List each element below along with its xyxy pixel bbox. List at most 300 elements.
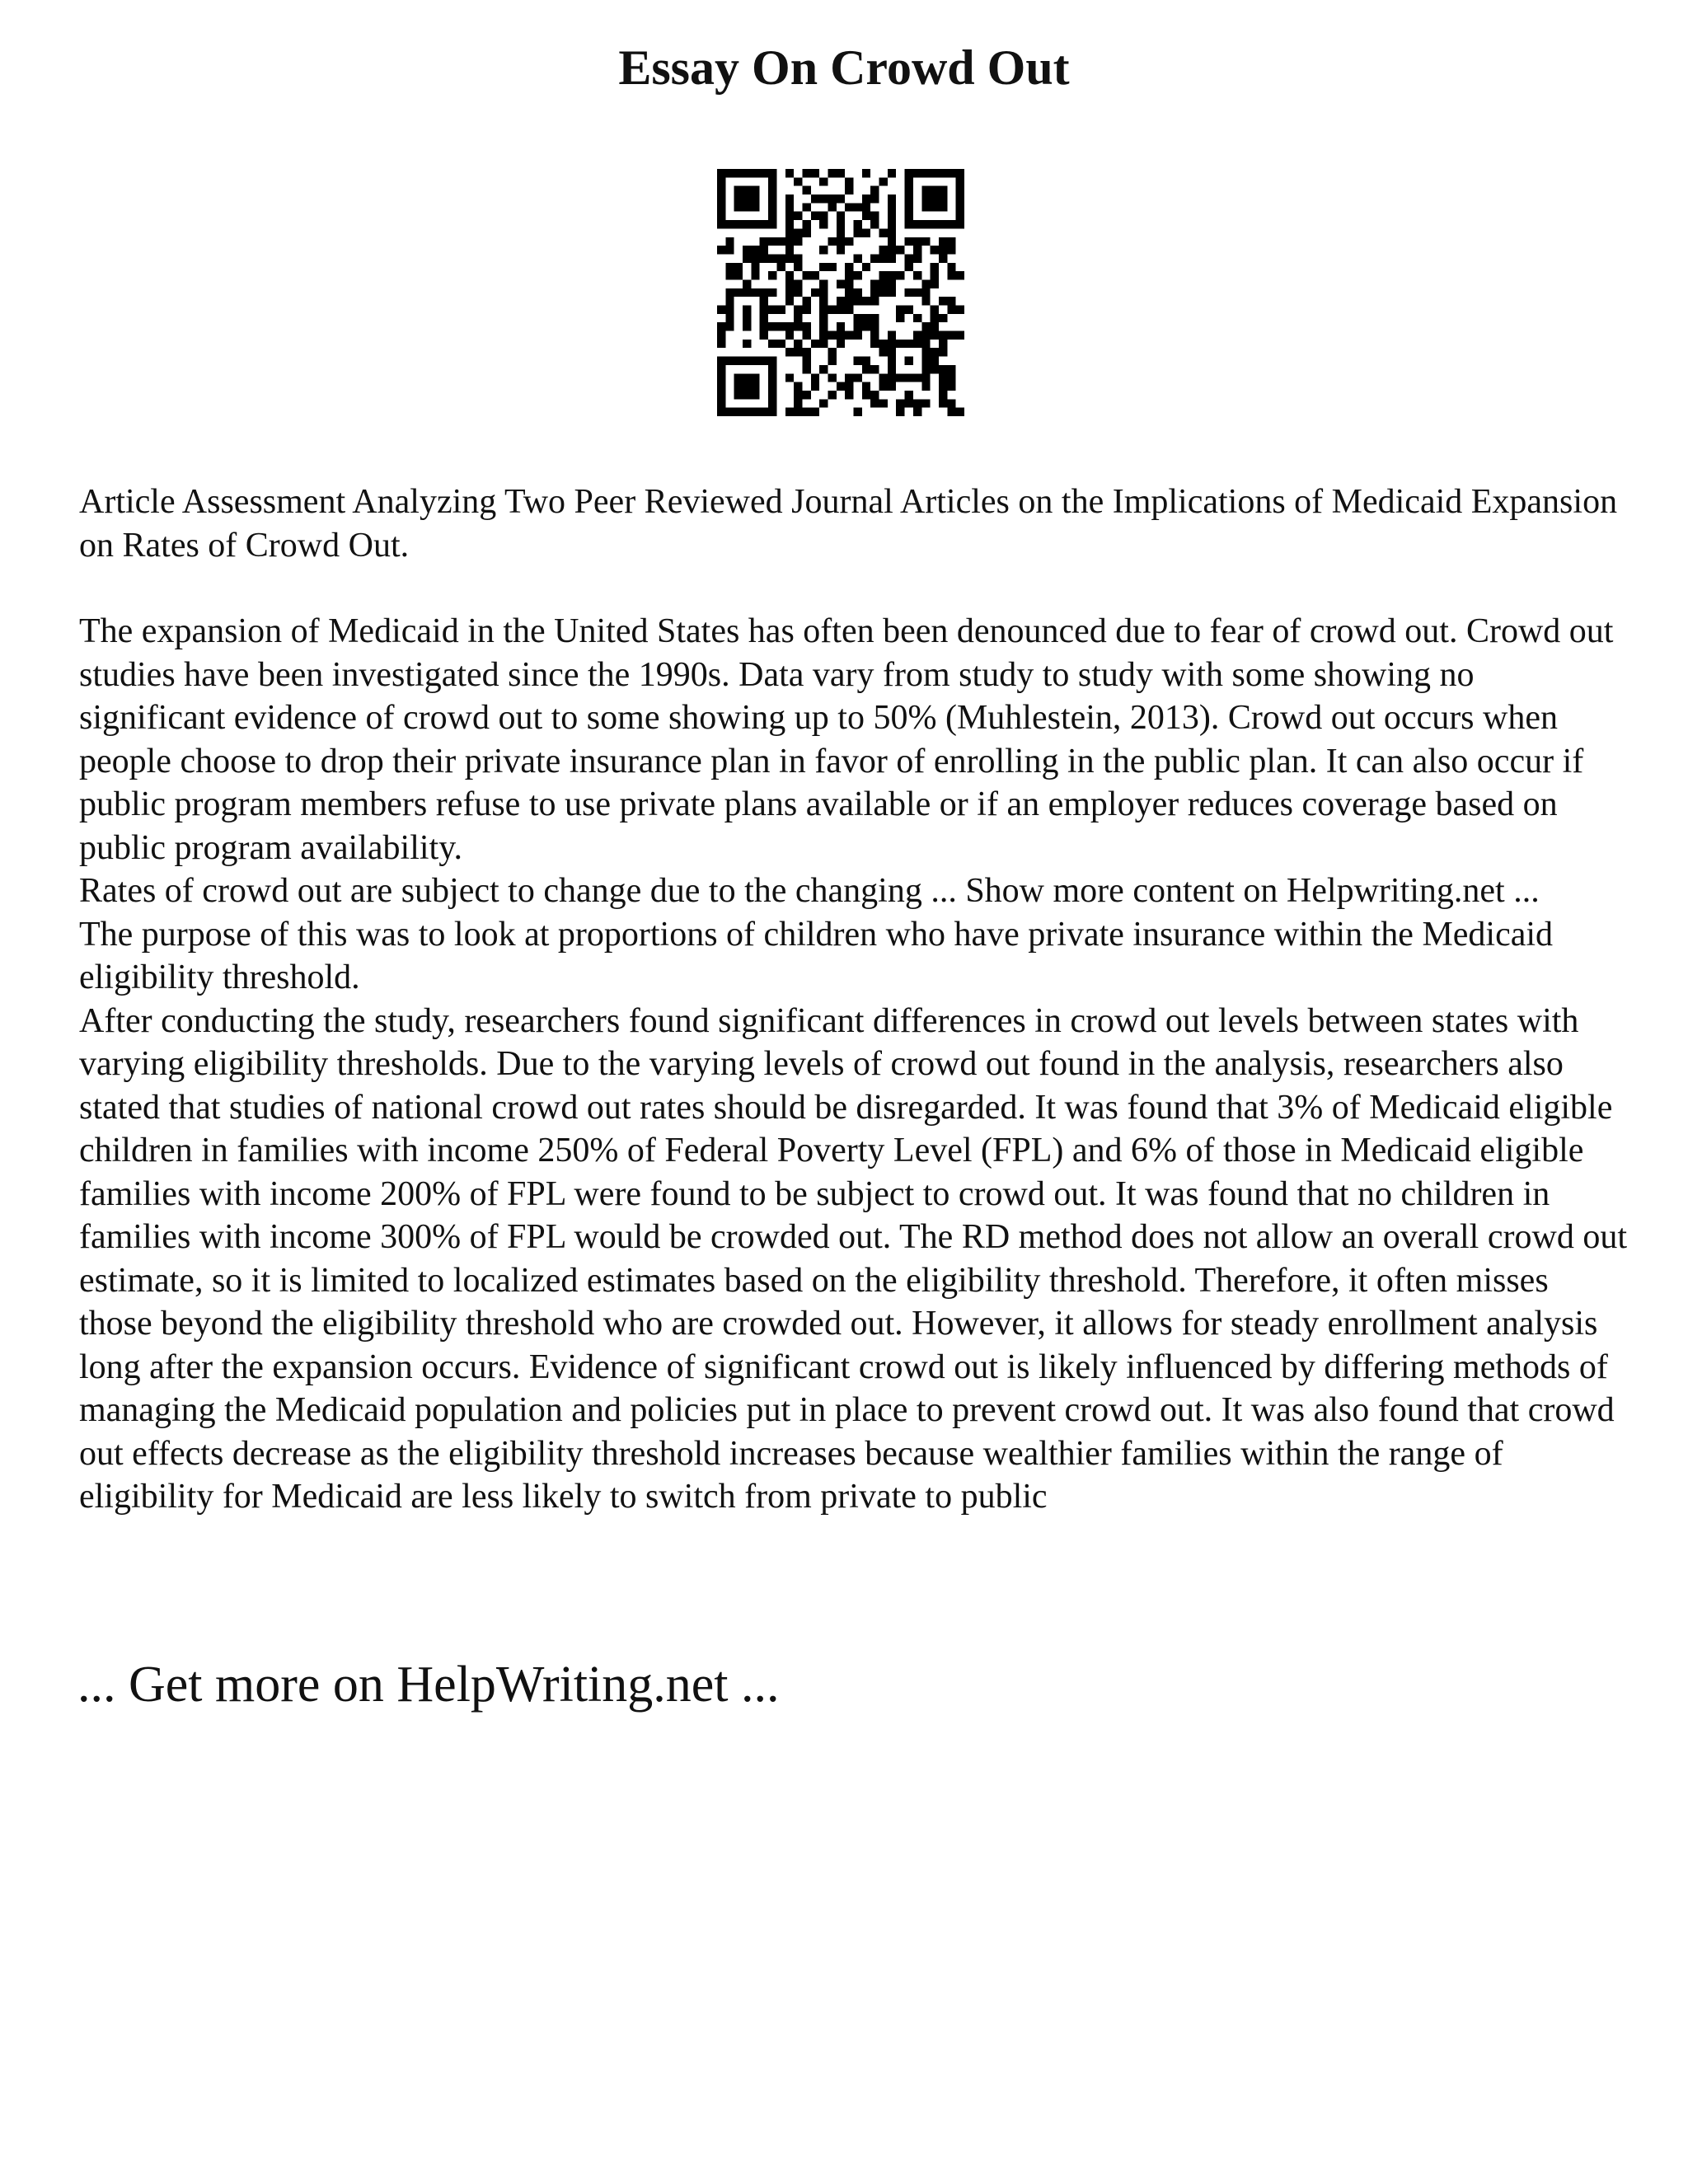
qr-module [819,322,828,330]
qr-module [913,340,921,348]
qr-module [837,194,845,203]
qr-module [939,254,947,262]
qr-module [939,194,947,203]
qr-module [743,314,751,322]
qr-module [939,297,947,305]
qr-module [811,194,819,203]
qr-module [743,373,751,382]
qr-module [760,220,768,228]
qr-module [956,177,964,185]
qr-module [725,169,734,177]
qr-module [939,169,947,177]
qr-module [854,357,862,365]
qr-module [888,288,896,297]
qr-module [879,254,888,262]
qr-module [794,237,802,246]
qr-module [776,263,785,271]
qr-module [870,254,879,262]
qr-module [802,322,810,330]
qr-module [947,237,955,246]
qr-module [751,408,759,416]
qr-module [725,263,734,271]
qr-module [768,382,776,391]
qr-module [947,297,955,305]
qr-module [743,169,751,177]
qr-module [905,220,913,228]
qr-module [837,169,845,177]
qr-module [717,365,725,373]
qr-module [921,373,930,382]
qr-module [862,382,870,391]
qr-module [921,169,930,177]
qr-module [768,212,776,220]
qr-module [879,399,888,407]
qr-module [939,220,947,228]
qr-module [870,399,879,407]
qr-module [717,177,725,185]
qr-module [811,212,819,220]
qr-module [717,186,725,194]
qr-module [888,365,896,373]
qr-module [819,177,828,185]
qr-module [845,288,853,297]
qr-module [896,314,904,322]
qr-module [931,246,939,254]
qr-module [845,373,853,382]
qr-module [896,340,904,348]
qr-module [845,391,853,399]
qr-module [725,246,734,254]
qr-module [956,169,964,177]
qr-module [760,288,768,297]
qr-module [888,237,896,246]
qr-module [734,169,743,177]
qr-module [768,322,776,330]
qr-module [743,254,751,262]
qr-module [854,220,862,228]
qr-module [811,373,819,382]
qr-module [760,246,768,254]
qr-module [845,382,853,391]
qr-module [862,365,870,373]
qr-module [794,348,802,356]
qr-module [743,220,751,228]
qr-module [768,408,776,416]
qr-module [888,373,896,382]
qr-module [905,203,913,211]
qr-module [811,169,819,177]
qr-module [725,408,734,416]
qr-module [947,382,955,391]
qr-module [802,220,810,228]
qr-module [888,228,896,237]
qr-module [862,228,870,237]
qr-module [717,408,725,416]
qr-module [905,194,913,203]
qr-module [734,263,743,271]
qr-module [921,194,930,203]
qr-module [768,357,776,365]
qr-module [888,220,896,228]
qr-module [734,288,743,297]
qr-module [947,220,955,228]
qr-module [743,382,751,391]
qr-module [931,271,939,279]
qr-module [879,382,888,391]
qr-module [913,314,921,322]
qr-module [837,297,845,305]
qr-module [921,186,930,194]
qr-module [913,254,921,262]
qr-module [921,348,930,356]
qr-module [776,306,785,314]
qr-module [819,331,828,340]
qr-module [794,382,802,391]
qr-module [819,212,828,220]
qr-module [717,382,725,391]
qr-module [947,263,955,271]
qr-module [794,254,802,262]
qr-module [879,340,888,348]
qr-module [828,331,836,340]
qr-module [717,220,725,228]
qr-module [939,246,947,254]
qr-module [939,348,947,356]
qr-module [717,194,725,203]
qr-module [802,169,810,177]
qr-module [905,399,913,407]
qr-module [802,391,810,399]
qr-module [717,373,725,382]
qr-module [828,348,836,356]
qr-module [939,203,947,211]
qr-module [879,246,888,254]
qr-module [785,220,794,228]
qr-module [776,322,785,330]
qr-module [854,373,862,382]
qr-module [743,203,751,211]
qr-module [802,271,810,279]
qr-module [819,340,828,348]
qr-module [819,365,828,373]
qr-module [802,357,810,365]
qr-module [837,237,845,246]
qr-module [888,203,896,211]
qr-module [921,322,930,330]
qr-module [845,203,853,211]
qr-module [939,237,947,246]
qr-module [905,357,913,365]
qr-module [734,271,743,279]
qr-module [802,408,810,416]
qr-module [734,382,743,391]
qr-module [819,279,828,288]
qr-module [794,177,802,185]
qr-module [743,186,751,194]
qr-module [870,279,879,288]
qr-module [768,194,776,203]
qr-module [854,314,862,322]
qr-module [743,357,751,365]
qr-module [862,169,870,177]
qr-module [785,246,794,254]
qr-module [939,391,947,399]
qr-module [828,391,836,399]
qr-module [845,297,853,305]
qr-module [905,212,913,220]
qr-module [768,365,776,373]
qr-module [743,391,751,399]
qr-module [870,288,879,297]
qr-module [862,212,870,220]
qr-module [768,177,776,185]
qr-module [725,314,734,322]
qr-module [828,203,836,211]
qr-module [888,348,896,356]
qr-module [811,340,819,348]
qr-module [870,194,879,203]
qr-module [870,220,879,228]
qr-module [734,408,743,416]
qr-module [828,194,836,203]
qr-module [802,331,810,340]
qr-module [931,357,939,365]
get-more-link[interactable]: ... Get more on HelpWriting.net ... [77,1657,780,1713]
qr-module [947,408,955,416]
qr-module [794,399,802,407]
qr-module [768,169,776,177]
qr-module [785,373,794,382]
qr-module [913,169,921,177]
qr-module [802,203,810,211]
qr-module [862,203,870,211]
qr-module [717,322,725,330]
qr-module [896,271,904,279]
qr-module [879,177,888,185]
qr-module [931,348,939,356]
qr-module [862,297,870,305]
qr-module [939,340,947,348]
qr-module [717,331,725,340]
qr-module [751,357,759,365]
paragraph-2: Rates of crowd out are subject to change due to the changing ... Show more content on Helpwriting.net ... [79,872,1540,910]
qr-module [845,271,853,279]
qr-module [811,288,819,297]
qr-module [913,373,921,382]
qr-module [743,288,751,297]
qr-module [768,186,776,194]
qr-module [939,365,947,373]
qr-module [905,306,913,314]
qr-module [905,254,913,262]
qr-module [956,271,964,279]
qr-module [837,322,845,330]
qr-module [760,357,768,365]
qr-module [879,288,888,297]
qr-module [785,297,794,305]
qr-module [734,203,743,211]
qr-module [845,306,853,314]
qr-module [921,279,930,288]
qr-module [931,203,939,211]
qr-module [854,408,862,416]
qr-module [862,194,870,203]
qr-module [931,194,939,203]
qr-module [837,340,845,348]
qr-module [819,288,828,297]
qr-module [888,169,896,177]
qr-module [751,271,759,279]
qr-module [751,263,759,271]
qr-module [905,288,913,297]
qr-module [785,228,794,237]
qr-module [802,365,810,373]
qr-module [931,331,939,340]
qr-module [751,246,759,254]
qr-module [956,408,964,416]
qr-module [888,279,896,288]
qr-module [802,228,810,237]
qr-module [854,254,862,262]
qr-module [743,246,751,254]
qr-module [717,391,725,399]
qr-module [845,279,853,288]
qr-module [768,203,776,211]
qr-module [785,194,794,203]
qr-module [913,271,921,279]
qr-module [931,220,939,228]
qr-module [768,391,776,399]
qr-module [956,186,964,194]
qr-module [888,382,896,391]
qr-module [956,203,964,211]
qr-module [802,297,810,305]
qr-module [939,314,947,322]
qr-module [931,263,939,271]
qr-module [819,220,828,228]
qr-module [956,212,964,220]
qr-module [794,322,802,330]
qr-module [870,297,879,305]
qr-module [956,194,964,203]
qr-module [896,408,904,416]
qr-module [828,357,836,365]
qr-module [931,365,939,373]
qr-module [905,186,913,194]
paragraph-4: After conducting the study, researchers found significant differences in crowd out levels between states with varying eligibility thresholds. Due to the varying levels of crowd out found in the analysis, researchers also stated that studies of national crowd out rates should be disregarded. It was found that 3% of Medicaid eligible children in families with income 250% of Federal Poverty Level (FPL) and 6% of those in Medicaid eligible families with income 200% of FPL were found to be subject to crowd out. It was found that no children in families with income 300% of FPL would be crowded out. The RD method does not allow an overall crowd out estimate, so it is limited to localized estimates based on the eligibility threshold. Therefore, it often misses those beyond the eligibility threshold who are crowded out. However, it allows for steady enrollment analysis long after the expansion occurs. Evidence of significant crowd out is likely influenced by differing methods of managing the Medicaid population and policies put in place to prevent crowd out. It was also found that crowd out effects decrease as the eligibility threshold increases because wealthier families within the range of eligibility for Medicaid are less likely to switch from private to public [79,1001,1627,1516]
qr-module [947,399,955,407]
qr-module [956,331,964,340]
qr-module [854,288,862,297]
qr-module [913,408,921,416]
qr-module [751,391,759,399]
qr-module [870,212,879,220]
qr-module [837,228,845,237]
qr-module [751,203,759,211]
qr-module [717,212,725,220]
qr-module [725,220,734,228]
qr-module [734,357,743,365]
qr-module [837,382,845,391]
qr-module [837,212,845,220]
qr-module [743,408,751,416]
qr-module [802,186,810,194]
qr-module [776,254,785,262]
qr-module [768,220,776,228]
qr-module [743,322,751,330]
qr-module [913,399,921,407]
qr-module [913,331,921,340]
qr-module [734,373,743,382]
qr-module [921,340,930,348]
qr-module [751,288,759,297]
qr-module [879,279,888,288]
qr-module [760,331,768,340]
qr-module [768,306,776,314]
qr-module [717,306,725,314]
qr-module [854,297,862,305]
qr-module [845,186,853,194]
qr-module [870,186,879,194]
qr-module [956,306,964,314]
qr-module [785,331,794,340]
qr-module [819,297,828,305]
qr-module [931,186,939,194]
qr-module [819,314,828,322]
qr-module [837,331,845,340]
qr-module [888,194,896,203]
qr-module [862,263,870,271]
qr-module [760,408,768,416]
qr-module [802,306,810,314]
qr-module [837,246,845,254]
qr-module [888,357,896,365]
qr-module [931,169,939,177]
qr-module [888,254,896,262]
qr-module [725,357,734,365]
qr-module [717,246,725,254]
qr-module [785,254,794,262]
qr-module [794,391,802,399]
qr-module [785,408,794,416]
qr-module [931,279,939,288]
qr-module [760,306,768,314]
qr-module [768,399,776,407]
qr-module [785,279,794,288]
essay-body [79,480,1629,1519]
qr-module [854,331,862,340]
qr-module [819,194,828,203]
qr-module [725,322,734,330]
qr-module [743,306,751,314]
qr-module [913,246,921,254]
qr-module [717,399,725,407]
qr-module [862,391,870,399]
qr-module [931,306,939,314]
qr-module [845,237,853,246]
qr-module [768,373,776,382]
qr-module [760,322,768,330]
qr-module [947,271,955,279]
qr-module [888,340,896,348]
qr-module [854,271,862,279]
qr-module [828,263,836,271]
qr-module [760,254,768,262]
qr-module [921,331,930,340]
qr-module [734,194,743,203]
qr-module [717,357,725,365]
qr-module [717,169,725,177]
